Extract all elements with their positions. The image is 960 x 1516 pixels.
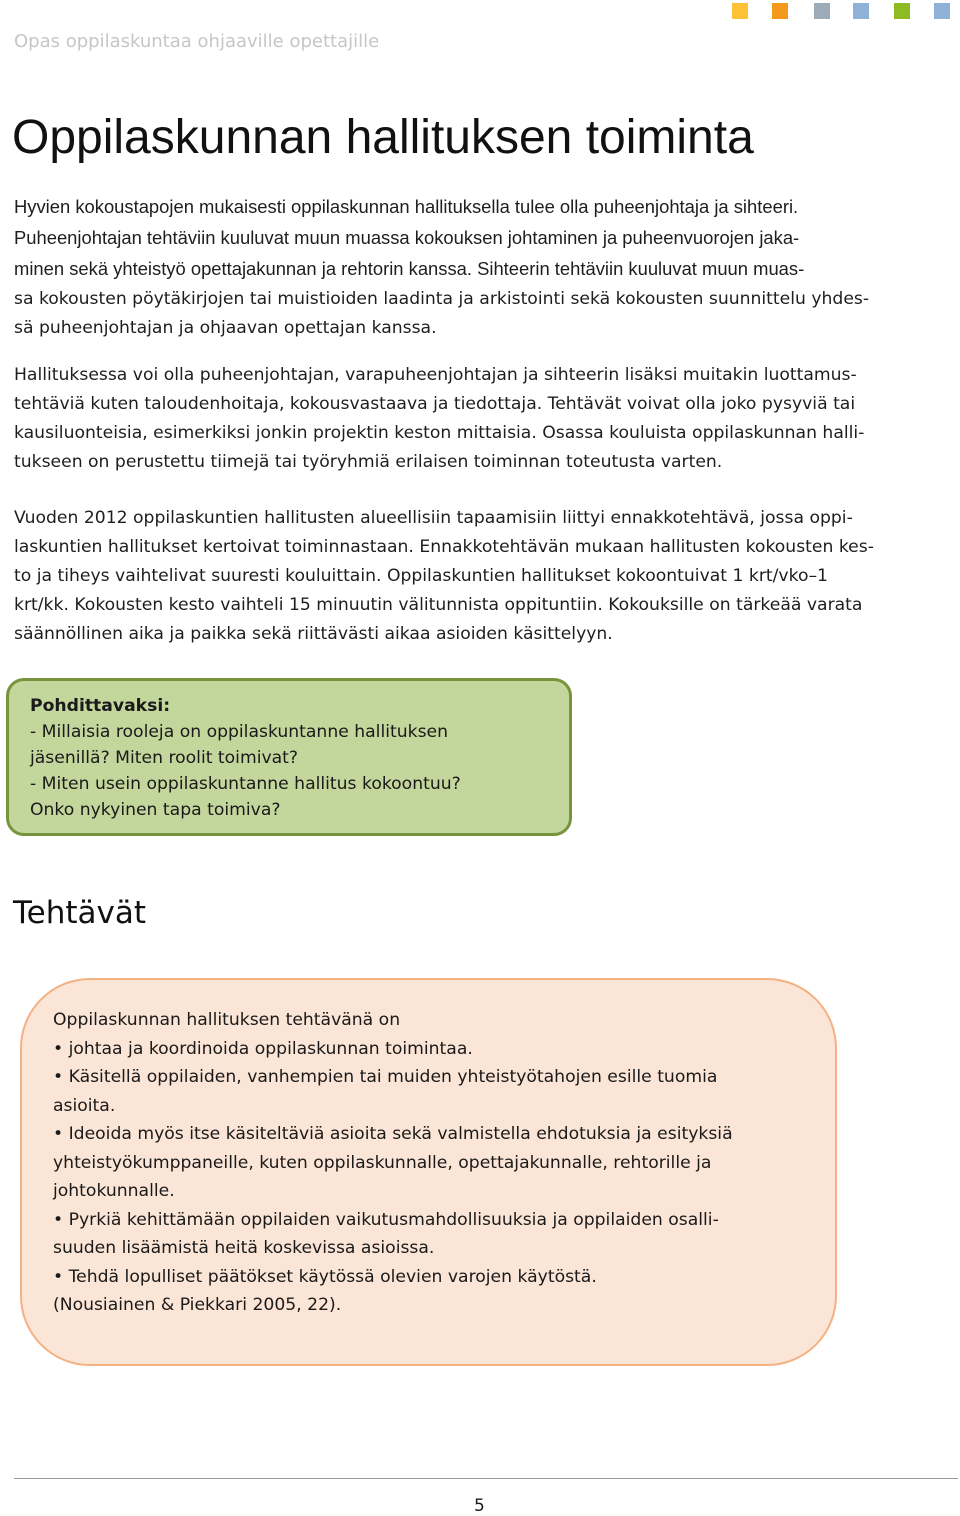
decor-square: [772, 3, 788, 19]
task-line: • johtaa ja koordinoida oppilaskunnan toimintaa.: [53, 1038, 473, 1059]
tasks-intro: Oppilaskunnan hallituksen tehtävänä on: [53, 1010, 401, 1030]
footer-divider: [14, 1478, 958, 1479]
paragraph-line: sä puheenjohtajan ja ohjaavan opettajan kanssa.: [14, 318, 437, 338]
task-line: • Käsitellä oppilaiden, vanhempien tai muiden yhteistyötahojen esille tuomia: [53, 1067, 718, 1087]
paragraph-line: minen sekä yhteistyö opettajakunnan ja rehtorin kanssa. Sihteerin tehtäviin kuuluvat muun muas-: [14, 258, 805, 279]
paragraph-line: Hyvien kokoustapojen mukaisesti oppilaskunnan hallituksella tulee olla puheenjohtaja ja sihteeri.: [14, 196, 799, 217]
reflection-line: jäsenillä? Miten roolit toimivat?: [30, 748, 299, 768]
paragraph-line: laskuntien hallitukset kertoivat toiminnastaan. Ennakkotehtävän mukaan hallitusten kokousten kes-: [14, 537, 874, 557]
reflection-line: Onko nykyinen tapa toimiva?: [30, 800, 281, 820]
paragraph-line: tukseen on perustettu tiimejä tai työryhmiä erilaisen toiminnan toteutusta varten.: [14, 452, 723, 472]
paragraph-line: sa kokousten pöytäkirjojen tai muistioiden laadinta ja arkistointi sekä kokousten suunnittelu yhdes-: [14, 289, 870, 309]
page-number: 5: [474, 1496, 485, 1516]
paragraph-line: säännöllinen aika ja paikka sekä riittävästi aikaa asioiden käsittelyyn.: [14, 624, 613, 644]
task-line: • Tehdä lopulliset päätökset käytössä olevien varojen käytöstä.: [53, 1266, 597, 1287]
reflection-line: - Miten usein oppilaskuntanne hallitus kokoontuu?: [30, 774, 461, 794]
paragraph-positions: [14, 361, 949, 477]
task-line: yhteistyökumppaneille, kuten oppilaskunnalle, opettajakunnalle, rehtorille ja: [53, 1152, 712, 1173]
decor-square: [934, 3, 950, 19]
decor-square: [894, 3, 910, 19]
decor-square: [853, 3, 869, 19]
task-line: asioita.: [53, 1095, 116, 1116]
paragraph-line: tehtäviä kuten taloudenhoitaja, kokousvastaava ja tiedottaja. Tehtävät voivat olla joko pysyviä tai: [14, 394, 856, 414]
decor-square: [732, 3, 748, 19]
paragraph-meetings: [14, 504, 949, 649]
paragraph-roles: [14, 192, 949, 343]
decor-square: [814, 3, 830, 19]
reflection-heading: Pohdittavaksi:: [30, 696, 171, 716]
tasks-source: (Nousiainen & Piekkari 2005, 22).: [53, 1295, 342, 1315]
paragraph-line: kausiluonteisia, esimerkiksi jonkin projektin keston mittaisia. Osassa kouluista oppilaskunnan halli-: [14, 423, 865, 443]
paragraph-line: Hallituksessa voi olla puheenjohtajan, varapuheenjohtajan ja sihteerin lisäksi muitakin luottamus-: [14, 365, 857, 385]
reflection-box-text: [30, 693, 570, 823]
task-line: suuden lisäämistä heitä koskevissa asioissa.: [53, 1238, 435, 1258]
decorative-squares: [732, 3, 952, 19]
tasks-box-text: [53, 1006, 813, 1320]
paragraph-line: krt/kk. Kokousten kesto vaihteli 15 minuutin välitunnista oppituntiin. Kokouksille on tärkeää varata: [14, 595, 863, 615]
task-line: • Pyrkiä kehittämään oppilaiden vaikutusmahdollisuuksia ja oppilaiden osalli-: [53, 1209, 719, 1230]
paragraph-line: to ja tiheys vaihtelivat suuresti kouluittain. Oppilaskuntien hallitukset kokoontuivat 1 krt/vko–1: [14, 566, 828, 586]
task-line: • Ideoida myös itse käsiteltäviä asioita sekä valmistella ehdotuksia ja esityksiä: [53, 1124, 733, 1144]
section-title: Tehtävät: [13, 895, 147, 931]
paragraph-line: Puheenjohtajan tehtäviin kuuluvat muun muassa kokouksen johtaminen ja puheenvuorojen jaka-: [14, 227, 800, 248]
reflection-line: - Millaisia rooleja on oppilaskuntanne hallituksen: [30, 722, 449, 742]
paragraph-line: Vuoden 2012 oppilaskuntien hallitusten alueellisiin tapaamisiin liittyi ennakkotehtävä, jossa oppi-: [14, 508, 853, 528]
running-header: Opas oppilaskuntaa ohjaaville opettajille: [14, 31, 380, 52]
page-title: Oppilaskunnan hallituksen toiminta: [12, 111, 754, 164]
task-line: johtokunnalle.: [53, 1181, 175, 1201]
